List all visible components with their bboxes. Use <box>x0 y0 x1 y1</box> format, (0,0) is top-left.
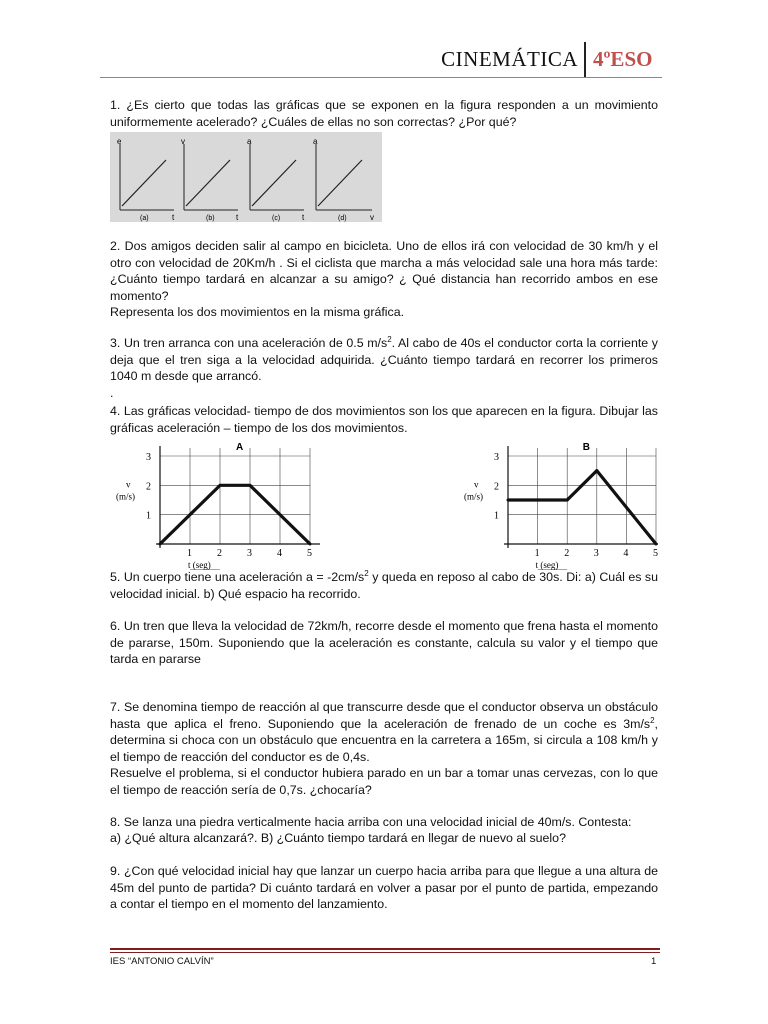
page-header <box>0 0 768 90</box>
chart-b-xtick-2: 2 <box>564 548 570 559</box>
figure-graphs-abcd <box>110 132 382 222</box>
q5-text-2: y queda en reposo al cabo de 30s. Di: a) Cuál es su velocidad inicial. b) Qué espacio ha recorrido. <box>110 570 659 601</box>
chart-b-xlabel: t (seg) <box>535 560 559 570</box>
chart-a-xtick-5: 5 <box>307 548 312 559</box>
header-rule <box>100 77 662 78</box>
figure-1-svg <box>110 132 382 222</box>
graph-c-xlabel: t <box>302 213 305 222</box>
chart-b-xtick-3: 3 <box>593 548 599 559</box>
question-2: 2. Dos amigos deciden salir al campo en bicicleta. Uno de ellos irá con velocidad de 30 km/h y el otro con velocidad de 20Km/h . Si el ciclista que marcha a más velocidad sale una hora más tarde: ¿Cuánto tiempo tardará en alcanzar a su amigo? ¿ Qué distancia han recorrido ambos en ese momento? <box>110 239 658 303</box>
chart-b-ytick-3: 3 <box>494 452 499 463</box>
graph-c-caption: (c) <box>272 215 281 222</box>
graph-d-caption: (d) <box>338 215 347 222</box>
question-8: 8. Se lanza una piedra verticalmente hacia arriba con una velocidad inicial de 40m/s. Contesta: <box>110 815 632 829</box>
header-level: 4ºESO <box>593 47 653 71</box>
header-title: CINEMÁTICA <box>441 47 578 71</box>
footer-school: IES “ANTONIO CALVÍN” <box>110 956 214 967</box>
chart-a-ylabel-var: v <box>126 479 131 490</box>
chart-a-ytick-2: 2 <box>146 481 151 493</box>
chart-a-ytick-3: 3 <box>146 452 151 463</box>
chart-b-ytick-2: 2 <box>494 481 499 493</box>
graph-d-xlabel: v <box>370 213 374 222</box>
q7-superscript: 2 <box>650 715 655 725</box>
chart-b-ylabel-unit: (m/s) <box>464 491 483 502</box>
graph-c-ylabel: a <box>247 137 252 146</box>
chart-a-xlabel: t (seg) <box>188 560 211 570</box>
graph-b <box>181 137 239 222</box>
graph-d <box>313 137 374 222</box>
chart-b-xtick-4: 4 <box>623 548 629 559</box>
chart-b-point-1 <box>566 499 569 502</box>
q5-text-1: 5. Un cuerpo tiene una aceleración a = -2cm/s <box>110 570 365 584</box>
figure-velocity-time-graphs <box>108 434 658 570</box>
question-4: 4. Las gráficas velocidad- tiempo de dos movimientos son los que aparecen en la figura. Dibujar las gráficas aceleración – tiempo de los dos movimientos. <box>110 404 658 435</box>
question-1: 1. ¿Es cierto que todas las gráficas que se exponen en la figura responden a un movimiento uniformemente acelerado? ¿Cuáles de ellas no son correctas? ¿Por qué? <box>110 98 658 129</box>
chart-a-xtick-3: 3 <box>247 548 252 559</box>
graph-a-caption: (a) <box>140 215 149 222</box>
chart-b-xtick-5: 5 <box>653 548 658 559</box>
question-3 <box>110 335 658 385</box>
q3-superscript: 2 <box>387 334 392 344</box>
question-5 <box>110 569 658 602</box>
q3-text-1: 3. Un tren arranca con una aceleración de 0.5 m/s <box>110 336 388 350</box>
footer-rule-thick <box>110 948 660 950</box>
figure-2-svg <box>108 434 658 570</box>
chart-a-xtick-4: 4 <box>277 548 282 559</box>
question-9: 9. ¿Con qué velocidad inicial hay que lanzar un cuerpo hacia arriba para que llegue a una altura de 45m del punto de partida? Di cuánto tardará en volver a pasar por el punto de partida, empezando a contar el tiempo en el momento del lanzamiento. <box>110 864 658 911</box>
footer-page-number: 1 <box>651 956 657 967</box>
footer-rule-thin <box>110 952 660 953</box>
chart-b-point-2 <box>595 469 598 472</box>
chart-a-ylabel-unit: (m/s) <box>116 491 135 502</box>
question-8-extra: a) ¿Qué altura alcanzará?. B) ¿Cuánto tiempo tardará en llegar de nuevo al suelo? <box>110 831 566 845</box>
q7-text-1: 7. Se denomina tiempo de reacción al que transcurre desde que el conductor observa un obstáculo hasta que aplica el freno. Suponiendo que la aceleración de frenado de un coche es 3m/s <box>110 700 658 731</box>
chart-a-point-0 <box>159 543 162 546</box>
graph-b-ylabel: v <box>181 137 185 146</box>
chart-a-xtick-1: 1 <box>187 548 192 559</box>
graph-d-ylabel: a <box>313 137 318 146</box>
chart-b-point-3 <box>655 543 658 546</box>
chart-a-xtick-2: 2 <box>217 548 222 559</box>
question-6: 6. Un tren que lleva la velocidad de 72km/h, recorre desde el momento que frena hasta el momento de pararse, 150m. Suponiendo que la aceleración es constante, calcula su valor y el tiempo que tarda en pararse <box>110 619 658 666</box>
graph-a <box>117 137 175 222</box>
q5-superscript: 2 <box>364 568 369 578</box>
chart-b-xtick-1: 1 <box>534 548 540 559</box>
chart-b-ytick-1: 1 <box>494 510 499 522</box>
question-7 <box>110 699 658 765</box>
question-2-extra: Representa los dos movimientos en la misma gráfica. <box>110 305 405 319</box>
question-7-extra: Resuelve el problema, si el conductor hubiera parado en un bar a tomar unas cervezas, con lo que el tiempo de reacción sería de 0,7s. ¿chocaría? <box>110 766 658 797</box>
q7-text-2: , determina si choca con un obstáculo que encuentra en la carretera a 165m, si circula a 108 km/h y el tiempo de reacción del conductor es de 0,4s. <box>110 716 658 764</box>
chart-b-ylabel-var: v <box>474 479 479 490</box>
graph-c <box>247 137 305 222</box>
graph-a-ylabel: e <box>117 137 122 146</box>
chart-a-point-2 <box>249 484 252 487</box>
separator-dot: . <box>110 386 114 400</box>
q3-text-2: . Al cabo de 40s el conductor corta la corriente y deja que el tren siga a la velocidad adquirida. ¿Cuánto tiempo tardará en recorrer los primeros 1040 m desde que arrancó. <box>110 336 658 383</box>
chart-a-point-3 <box>309 543 312 546</box>
header-separator <box>584 42 586 78</box>
graph-b-caption: (b) <box>206 215 215 222</box>
chart-a-ytick-1: 1 <box>146 510 151 522</box>
graph-a-xlabel: t <box>172 213 175 222</box>
chart-b-point-0 <box>507 499 510 502</box>
graph-b-xlabel: t <box>236 213 239 222</box>
chart-a-point-1 <box>219 484 222 487</box>
chart-b-series-line <box>508 471 656 544</box>
chart-b-title: B <box>582 442 591 453</box>
chart-a-title: A <box>236 442 244 453</box>
